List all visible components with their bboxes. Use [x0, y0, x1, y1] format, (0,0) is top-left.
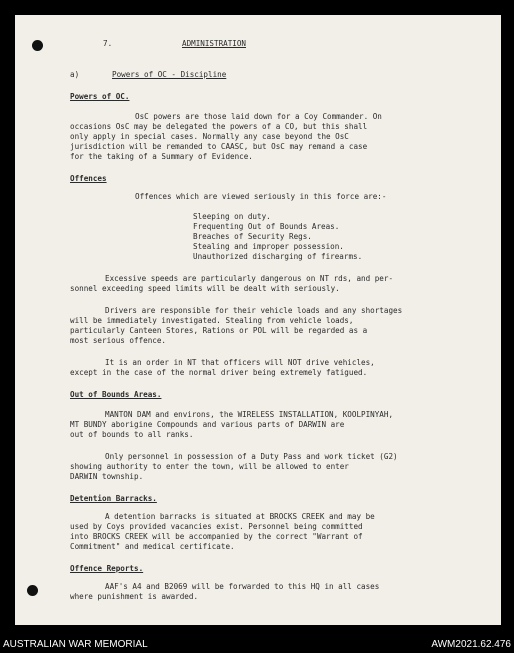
bounds-paragraph-line: out of bounds to all ranks.	[70, 430, 194, 439]
offence-item: Sleeping on duty.	[193, 212, 271, 221]
pass-paragraph-line: Only personnel in possession of a Duty Pass and work ticket (G2)	[105, 452, 398, 461]
out-of-bounds-heading: Out of Bounds Areas.	[70, 390, 162, 399]
offence-item: Frequenting Out of Bounds Areas.	[193, 222, 340, 231]
section-title: Powers of OC - Discipline	[112, 70, 227, 79]
loads-paragraph-line: Drivers are responsible for their vehicle loads and any shortages	[105, 306, 403, 315]
bounds-paragraph-line: MANTON DAM and environs, the WIRELESS INSTALLATION, KOOLPINYAH,	[105, 410, 394, 419]
loads-paragraph-line: particularly Canteen Stores, Rations or POL will be regarded as a	[70, 326, 368, 335]
loads-paragraph-line: most serious offence.	[70, 336, 167, 345]
section-marker: a)	[70, 70, 80, 79]
footer-accession-number: AWM2021.62.476	[431, 639, 511, 650]
offence-reports-heading: Offence Reports.	[70, 564, 144, 573]
offence-item: Stealing and improper possession.	[193, 242, 344, 251]
detention-heading: Detention Barracks.	[70, 494, 157, 503]
punch-hole-top	[32, 40, 43, 51]
pass-paragraph-line: showing authority to enter the town, will be allowed to enter	[70, 462, 349, 471]
powers-line: only apply in special cases. Normally any case beyond the OsC	[70, 132, 349, 141]
speed-paragraph-line: sonnel exceeding speed limits will be dealt with seriously.	[70, 284, 340, 293]
powers-heading: Powers of OC.	[70, 92, 130, 101]
document-heading: ADMINISTRATION	[182, 39, 247, 48]
offences-intro: Offences which are viewed seriously in this force are:-	[135, 192, 387, 201]
detention-line: A detention barracks is situated at BROCKS CREEK and may be	[105, 512, 375, 521]
detention-line: used by Coys provided vacancies exist. Personnel being committed	[70, 522, 363, 531]
detention-line: Commitment" and medical certificate.	[70, 542, 235, 551]
offence-item: Unauthorized discharging of firearms.	[193, 252, 363, 261]
page-number: 7.	[103, 39, 113, 48]
pass-paragraph-line: DARWIN township.	[70, 472, 144, 481]
archive-footer	[0, 636, 514, 653]
powers-line: occasions OsC may be delegated the powers of a CO, but this shall	[70, 122, 368, 131]
driving-paragraph-line: except in the case of the normal driver being extremely fatigued.	[70, 368, 368, 377]
reports-line: AAF's A4 and B2069 will be forwarded to this HQ in all cases	[105, 582, 380, 591]
document-page	[15, 15, 501, 625]
footer-institution: AUSTRALIAN WAR MEMORIAL	[3, 639, 148, 650]
reports-line: where punishment is awarded.	[70, 592, 199, 601]
driving-paragraph-line: It is an order in NT that officers will NOT drive vehicles,	[105, 358, 375, 367]
punch-hole-bottom	[27, 585, 38, 596]
bounds-paragraph-line: MT BUNDY aborigine Compounds and various parts of DARWIN are	[70, 420, 345, 429]
offences-heading: Offences	[70, 174, 107, 183]
loads-paragraph-line: will be immediately investigated. Stealing from vehicle loads,	[70, 316, 354, 325]
powers-line: OsC powers are those laid down for a Coy Commander. On	[135, 112, 382, 121]
powers-line: jurisdiction will be remanded to CAASC, but OsC may remand a case	[70, 142, 368, 151]
offence-item: Breaches of Security Regs.	[193, 232, 312, 241]
speed-paragraph-line: Excessive speeds are particularly dangerous on NT rds, and per-	[105, 274, 394, 283]
powers-line: for the taking of a Summary of Evidence.	[70, 152, 253, 161]
detention-line: into BROCKS CREEK will be accompanied by the correct "Warrant of	[70, 532, 363, 541]
